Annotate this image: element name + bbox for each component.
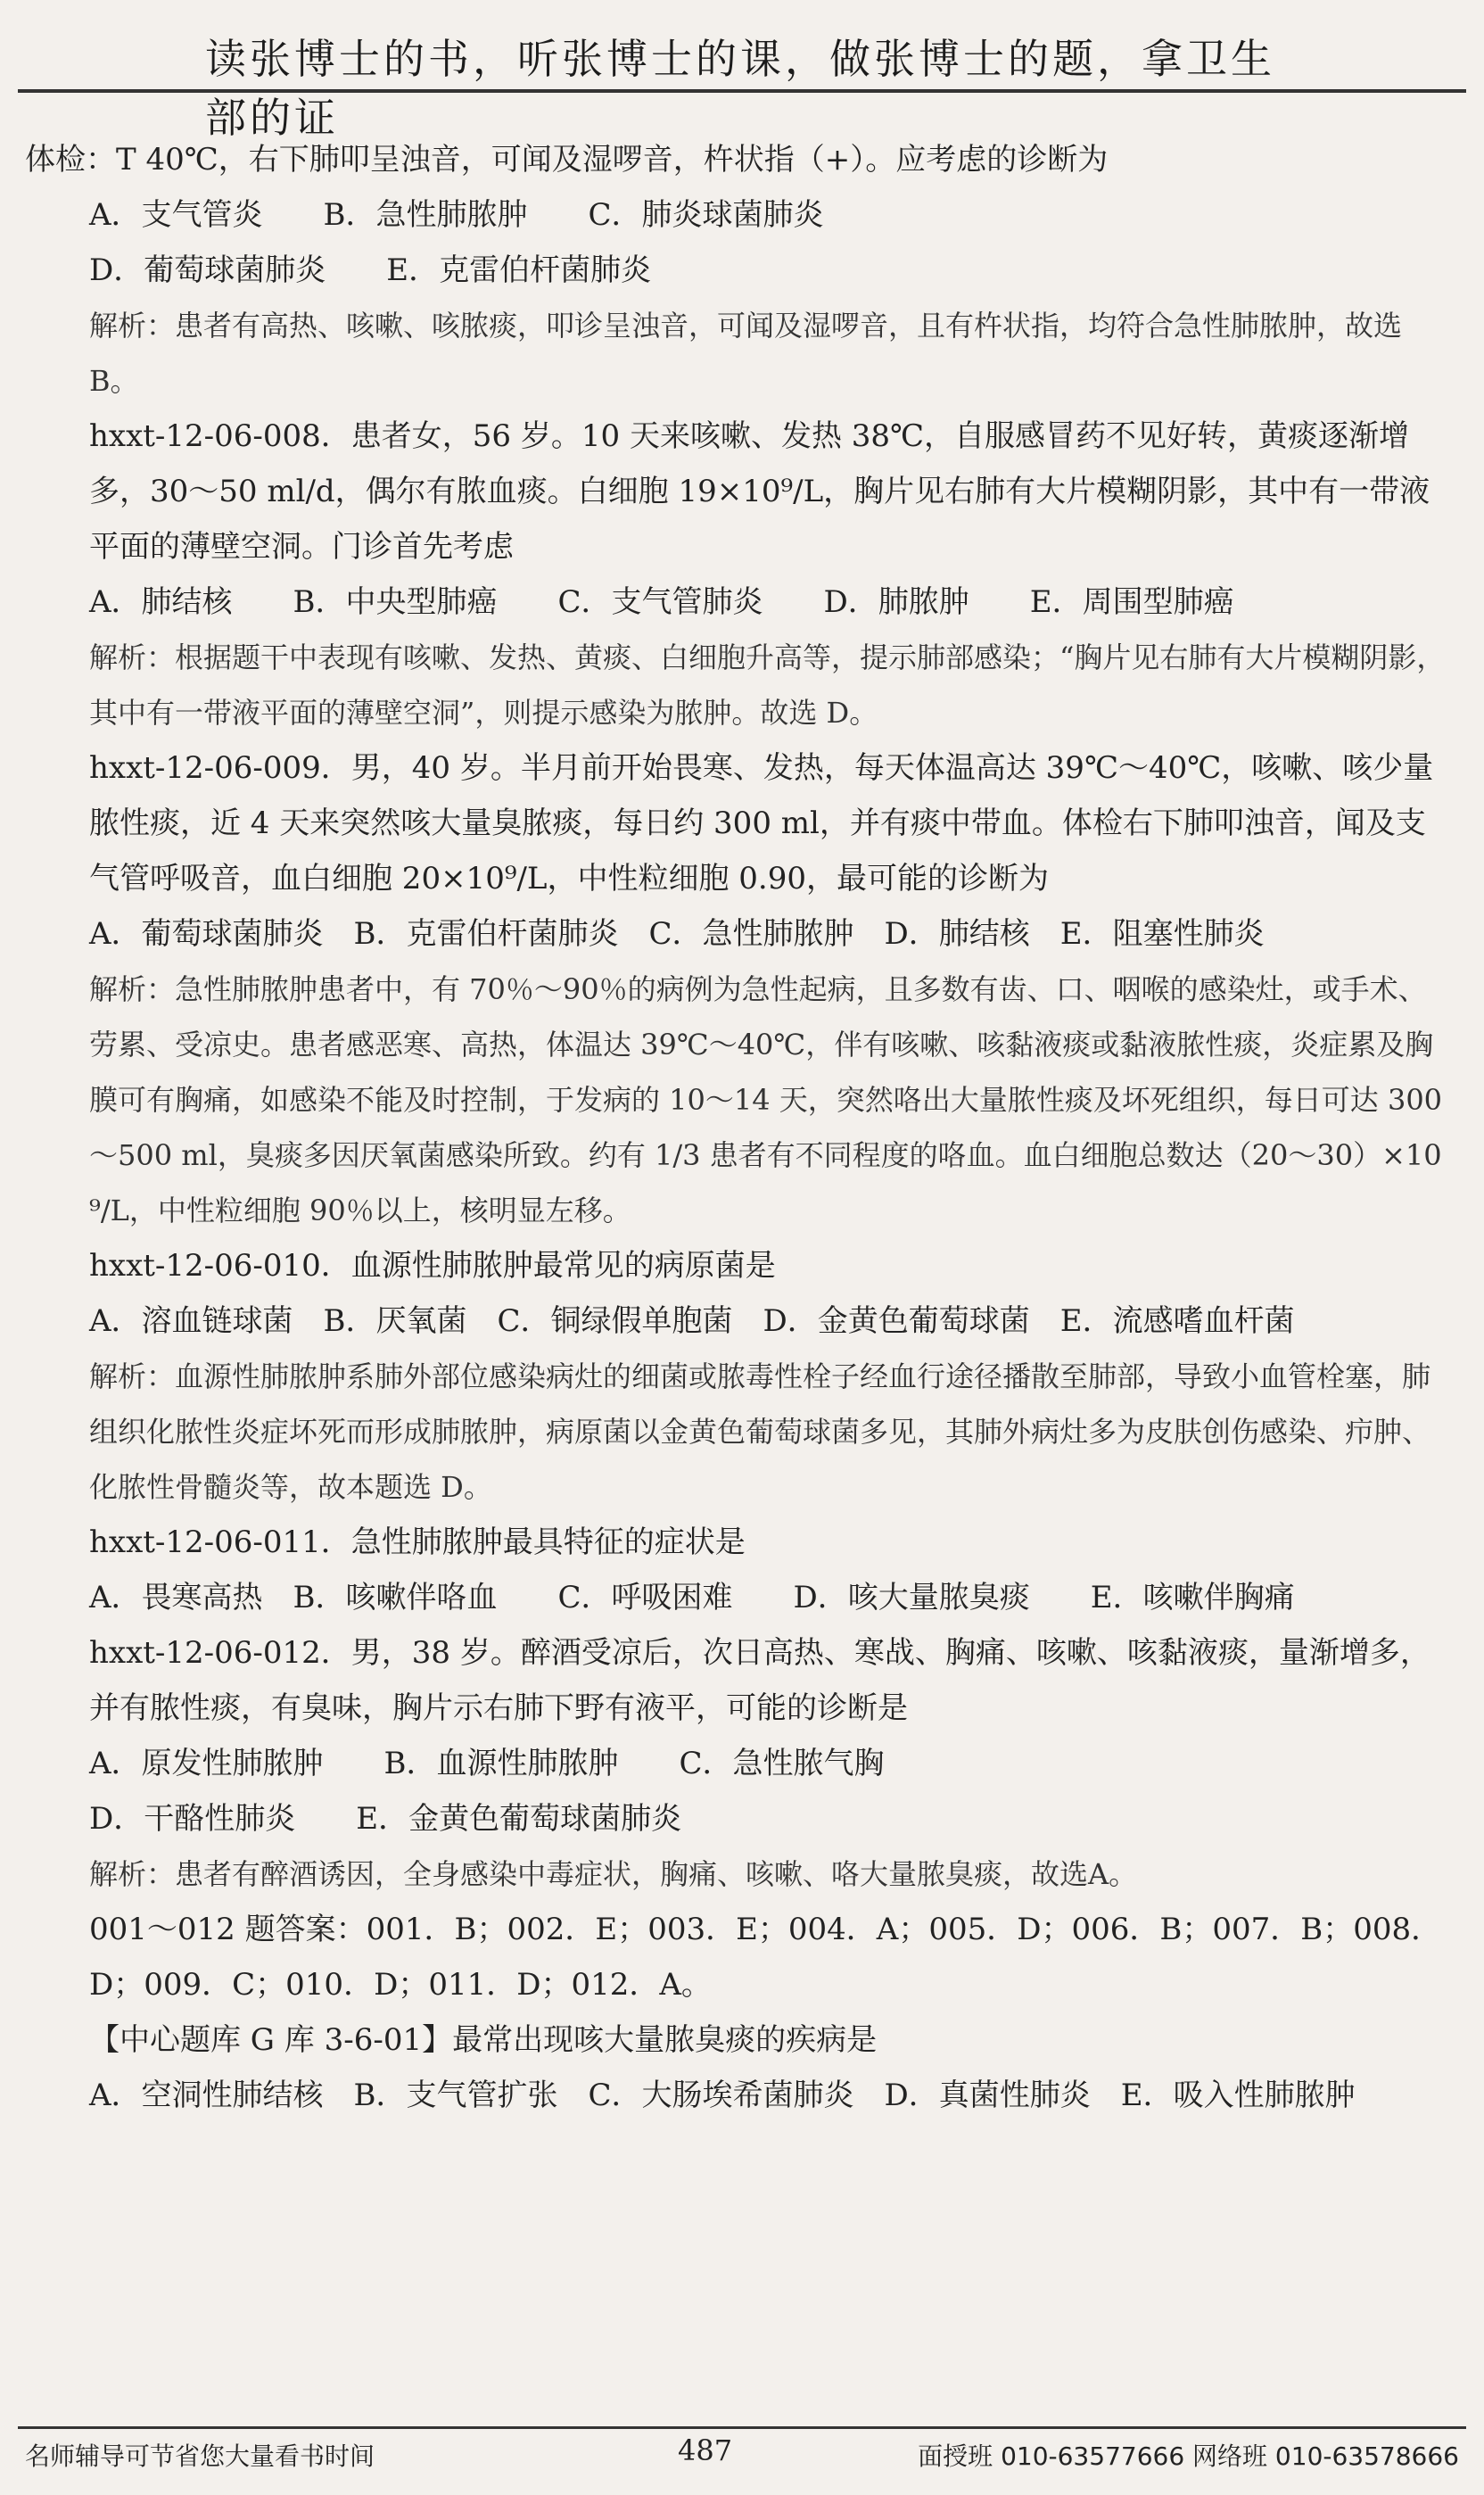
question-stem: hxxt-12-06-008．患者女，56 岁。10 天来咳嗽、发热 38℃，自服感冒药不见好转，黄痰逐渐增多，30～50 ml/d，偶尔有脓血痰。白细胞 19×10⁹/L，胸片见右肺有大片模糊阴影，其中有一带液平面的薄壁空洞。门诊首先考虑 [89,418,1430,565]
header-divider [18,89,1466,93]
footer-contact: 面授班 010-63577666 网络班 010-63578666 [918,2441,1459,2471]
question-stem: hxxt-12-06-010．血源性肺脓肿最常见的病原菌是 [89,1248,776,1284]
page-number: 487 [678,2433,733,2467]
options-line: A．畏寒高热 B．咳嗽伴咯血 C．呼吸困难 D．咳大量脓臭痰 E．咳嗽伴胸痛 [89,1580,1295,1615]
page-body [25,132,1452,2123]
question-stem-continuation: 体检：T 40℃，右下肺叩呈浊音，可闻及湿啰音，杵状指（+）。应考虑的诊断为 [25,142,1109,178]
options-line: A．原发性肺脓肿 B．血源性肺脓肿 C．急性脓气胸 [89,1746,885,1781]
question-stem: hxxt-12-06-012．男，38 岁。醉酒受凉后，次日高热、寒战、胸痛、咳嗽、咳黏液痰，量渐增多，并有脓性痰，有臭味，胸片示右肺下野有液平，可能的诊断是 [89,1635,1430,1726]
header-title: 读张博士的书，听张博士的课，做张博士的题，拿卫生部的证 [205,35,1275,142]
options-line: D．葡萄球菌肺炎 E．克雷伯杆菌肺炎 [89,252,652,288]
page-header [0,0,1484,142]
options-line: A．肺结核 B．中央型肺癌 C．支气管肺炎 D．肺脓肿 E．周围型肺癌 [89,584,1234,620]
options-line: D．干酪性肺炎 E．金黄色葡萄球菌肺炎 [89,1801,682,1837]
explanation: 解析：患者有高热、咳嗽、咳脓痰，叩诊呈浊音，可闻及湿啰音，且有杵状指，均符合急性肺脓肿，故选 B。 [89,309,1412,398]
options-line: A．葡萄球菌肺炎 B．克雷伯杆菌肺炎 C．急性肺脓肿 D．肺结核 E．阻塞性肺炎 [89,916,1265,952]
answer-key: 001～012 题答案：001．B；002．E；003．E；004．A；005．D；006．B；007．B；008．D；009．C；010．D；011．D；012．A。 [89,1912,1442,2003]
options-line: A．空洞性肺结核 B．支气管扩张 C．大肠埃希菌肺炎 D．真菌性肺炎 E．吸入性肺脓肿 [89,2078,1356,2113]
page-footer [18,2426,1466,2489]
question-stem: hxxt-12-06-011．急性肺脓肿最具特征的症状是 [89,1524,746,1560]
explanation: 解析：血源性肺脓肿系肺外部位感染病灶的细菌或脓毒性栓子经血行途径播散至肺部，导致小血管栓塞，肺组织化脓性炎症坏死而形成肺脓肿，病原菌以金黄色葡萄球菌多见，其肺外病灶多为皮肤创伤感染、疖肿、化脓性骨髓炎等，故本题选 D。 [89,1359,1431,1504]
explanation: 解析：急性肺脓肿患者中，有 70％～90％的病例为急性起病，且多数有齿、口、咽喉的感染灶，或手术、劳累、受凉史。患者感恶寒、高热，体温达 39℃～40℃，伴有咳嗽、咳黏液痰或黏液脓性痰，炎症累及胸膜可有胸痛，如感染不能及时控制，于发病的 10～14 天，突然咯出大量脓性痰及坏死组织，每日可达 300～500 ml，臭痰多因厌氧菌感染所致。约有 1/3 患者有不同程度的咯血。血白细胞总数达（20～30）×10⁹/L，中性粒细胞 90％以上，核明显左移。 [89,972,1443,1227]
explanation: 解析：患者有醉酒诱因，全身感染中毒症状，胸痛、咳嗽、咯大量脓臭痰，故选A。 [89,1857,1138,1891]
question-stem: hxxt-12-06-009．男，40 岁。半月前开始畏寒、发热，每天体温高达 39℃～40℃，咳嗽、咳少量脓性痰，近 4 天来突然咳大量臭脓痰，每日约 300 ml，并有痰中带血。体检右下肺叩浊音，闻及支气管呼吸音，血白细胞 20×10⁹/L，中性粒细胞 0.90，最可能的诊断为 [89,750,1434,896]
footer-slogan: 名师辅导可节省您大量看书时间 [25,2441,375,2471]
options-line: A．支气管炎 B．急性肺脓肿 C．肺炎球菌肺炎 [89,197,824,233]
question-stem: 【中心题库 G 库 3-6-01】最常出现咳大量脓臭痰的疾病是 [89,2022,878,2058]
options-line: A．溶血链球菌 B．厌氧菌 C．铜绿假单胞菌 D．金黄色葡萄球菌 E．流感嗜血杆菌 [89,1303,1295,1339]
footer-divider [18,2426,1466,2429]
explanation: 解析：根据题干中表现有咳嗽、发热、黄痰、白细胞升高等，提示肺部感染；“胸片见右肺有大片模糊阴影，其中有一带液平面的薄壁空洞”，则提示感染为脓肿。故选 D。 [89,640,1446,730]
